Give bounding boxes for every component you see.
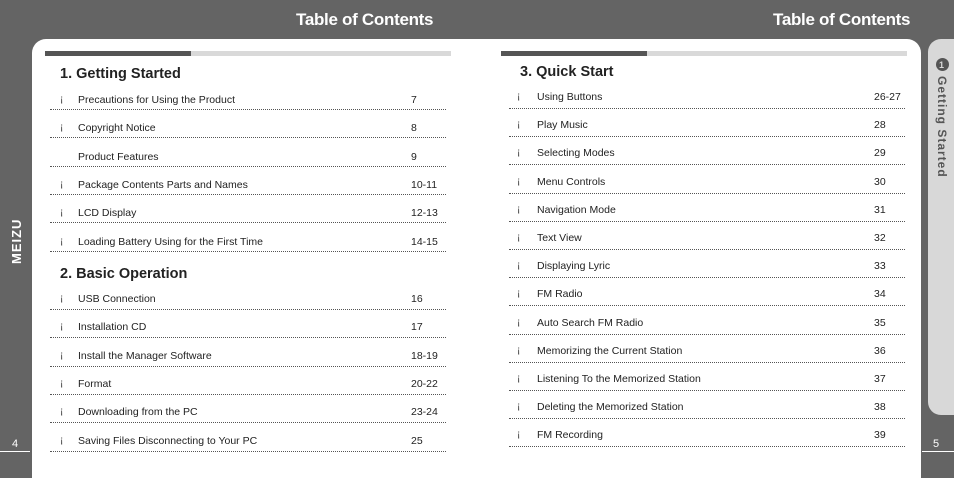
toc-entry-label: Precautions for Using the Product: [78, 94, 235, 106]
bullet-icon: ¡: [60, 122, 64, 134]
meizu-logo: MEIZU: [9, 218, 24, 264]
toc-entry-page: 20-22: [411, 377, 438, 390]
toc-entry-label: Deleting the Memorized Station: [537, 401, 684, 414]
toc-entry[interactable]: [50, 236, 446, 252]
bullet-icon: ¡: [517, 203, 521, 215]
toc-entry[interactable]: [509, 317, 905, 335]
toc-entry[interactable]: [50, 293, 446, 310]
left-header-title: Table of Contents: [296, 10, 434, 29]
toc-entry[interactable]: [509, 345, 905, 363]
bullet-icon: ¡: [60, 235, 64, 247]
bullet-icon: ¡: [517, 260, 521, 272]
left-header-rule: [45, 51, 451, 56]
toc-entry-label: Navigation Mode: [537, 203, 616, 216]
toc-entry-label: Auto Search FM Radio: [537, 316, 644, 329]
toc-entry-label: Package Contents Parts and Names: [78, 178, 248, 191]
toc-entry-label: Memorizing the Current Station: [537, 344, 683, 357]
toc-entry-label: Installation CD: [78, 321, 147, 334]
toc-entry-page: 17: [411, 321, 423, 334]
toc-entry[interactable]: [50, 406, 446, 423]
bullet-icon: ¡: [517, 344, 521, 356]
bullet-icon: ¡: [60, 434, 64, 446]
toc-entry[interactable]: [509, 288, 905, 306]
toc-entry[interactable]: [50, 350, 446, 367]
right-header-title: Table of Contents: [773, 10, 911, 29]
right-header-rule: [501, 51, 907, 56]
bullet-icon: ¡: [60, 349, 64, 361]
toc-entry-page: 25: [411, 434, 423, 447]
toc-entry-label: FM Recording: [537, 429, 603, 442]
toc-entry-page: 30: [874, 175, 886, 188]
toc-entry[interactable]: [50, 435, 446, 452]
toc-entry-page: 16: [411, 293, 423, 305]
toc-entry[interactable]: [509, 401, 905, 419]
toc-entry[interactable]: [509, 260, 905, 278]
bullet-icon: ¡: [517, 373, 521, 384]
toc-entry-label: Text View: [537, 232, 582, 244]
bullet-icon: ¡: [517, 91, 521, 102]
toc-entry-page: 12-13: [411, 207, 438, 220]
toc-entry[interactable]: [509, 204, 905, 222]
toc-entry-page: 8: [411, 122, 417, 135]
toc-entry[interactable]: [50, 151, 446, 167]
toc-entry-label: Copyright Notice: [78, 122, 156, 135]
toc-entry-label: Listening To the Memorized Station: [537, 373, 701, 385]
right-header-rule-accent: [501, 51, 647, 56]
toc-entry-label: Play Music: [537, 119, 588, 132]
toc-entry[interactable]: [509, 429, 905, 447]
toc-entry[interactable]: [509, 147, 905, 165]
right-page-number: 5: [933, 438, 940, 450]
toc-entry[interactable]: [50, 378, 446, 395]
toc-entry[interactable]: [509, 91, 905, 109]
bullet-icon: ¡: [60, 94, 64, 105]
toc-entry-label: Saving Files Disconnecting to Your PC: [78, 434, 258, 447]
toc-entry-page: 31: [874, 203, 886, 216]
toc-entry-page: 10-11: [411, 178, 438, 191]
left-header-rule-accent: [45, 51, 191, 56]
toc-entry[interactable]: [50, 179, 446, 195]
bullet-icon: ¡: [60, 178, 64, 190]
bullet-icon: ¡: [517, 316, 521, 328]
toc-entry-label: FM Radio: [537, 288, 583, 301]
toc-entry-page: 9: [411, 150, 417, 163]
right-page-number-underline: [922, 451, 954, 452]
toc-entry[interactable]: [509, 176, 905, 194]
toc-entry-label: Format: [78, 377, 112, 390]
toc-entry-page: 39: [874, 429, 886, 442]
toc-entry-page: 38: [874, 401, 886, 414]
section-title: 2. Basic Operation: [60, 266, 188, 282]
toc-entry-label: Using Buttons: [537, 91, 603, 103]
toc-entry[interactable]: [50, 321, 446, 338]
toc-entry[interactable]: [509, 119, 905, 137]
bullet-icon: ¡: [517, 119, 521, 131]
bullet-icon: ¡: [60, 321, 64, 333]
toc-entry-label: Menu Controls: [537, 175, 606, 188]
toc-entry-label: Product Features: [78, 150, 159, 163]
chapter-side-tab-content: [935, 58, 949, 198]
left-page-number: 4: [12, 438, 19, 450]
toc-entry-label: Install the Manager Software: [78, 349, 212, 362]
toc-entry-label: Displaying Lyric: [537, 260, 611, 273]
toc-entry-label: USB Connection: [78, 293, 156, 305]
toc-entry-page: 26-27: [874, 91, 901, 103]
page-gutter: [467, 39, 485, 478]
toc-entry[interactable]: [50, 94, 446, 110]
toc-entry-label: Downloading from the PC: [78, 406, 198, 419]
bullet-icon: ¡: [517, 429, 521, 441]
bullet-icon: ¡: [517, 232, 521, 243]
bullet-icon: ¡: [60, 207, 64, 219]
section-title: 1. Getting Started: [60, 66, 181, 82]
toc-entry[interactable]: [50, 122, 446, 138]
toc-entry-page: 37: [874, 373, 886, 385]
toc-entry-page: 36: [874, 344, 886, 357]
chapter-side-tab-label: Getting Started: [935, 76, 949, 178]
toc-entry-label: Selecting Modes: [537, 147, 615, 160]
bullet-icon: ¡: [60, 293, 64, 304]
left-page-number-underline: [0, 451, 30, 452]
bullet-icon: ¡: [517, 147, 521, 159]
toc-entry-page: 23-24: [411, 406, 438, 419]
toc-entry-label: Loading Battery Using for the First Time: [78, 235, 263, 248]
toc-entry-page: 14-15: [411, 235, 438, 248]
toc-entry-page: 35: [874, 316, 886, 329]
toc-entry-page: 32: [874, 232, 886, 244]
toc-entry-label: LCD Display: [78, 207, 137, 220]
bullet-icon: ¡: [517, 288, 521, 300]
toc-entry-page: 18-19: [411, 349, 438, 362]
toc-entry-page: 28: [874, 119, 886, 132]
section-title: 3. Quick Start: [520, 64, 614, 80]
chapter-number-icon: 1: [936, 58, 949, 71]
bullet-icon: ¡: [60, 377, 64, 389]
bullet-icon: ¡: [60, 406, 64, 418]
toc-entry-page: 29: [874, 147, 886, 160]
bullet-icon: ¡: [517, 175, 521, 187]
toc-entry[interactable]: [509, 373, 905, 391]
bullet-icon: ¡: [517, 401, 521, 413]
toc-entry-page: 33: [874, 260, 886, 273]
toc-entry[interactable]: [509, 232, 905, 250]
toc-entry-page: 7: [411, 94, 417, 106]
toc-entry[interactable]: [50, 207, 446, 223]
toc-entry-page: 34: [874, 288, 886, 301]
